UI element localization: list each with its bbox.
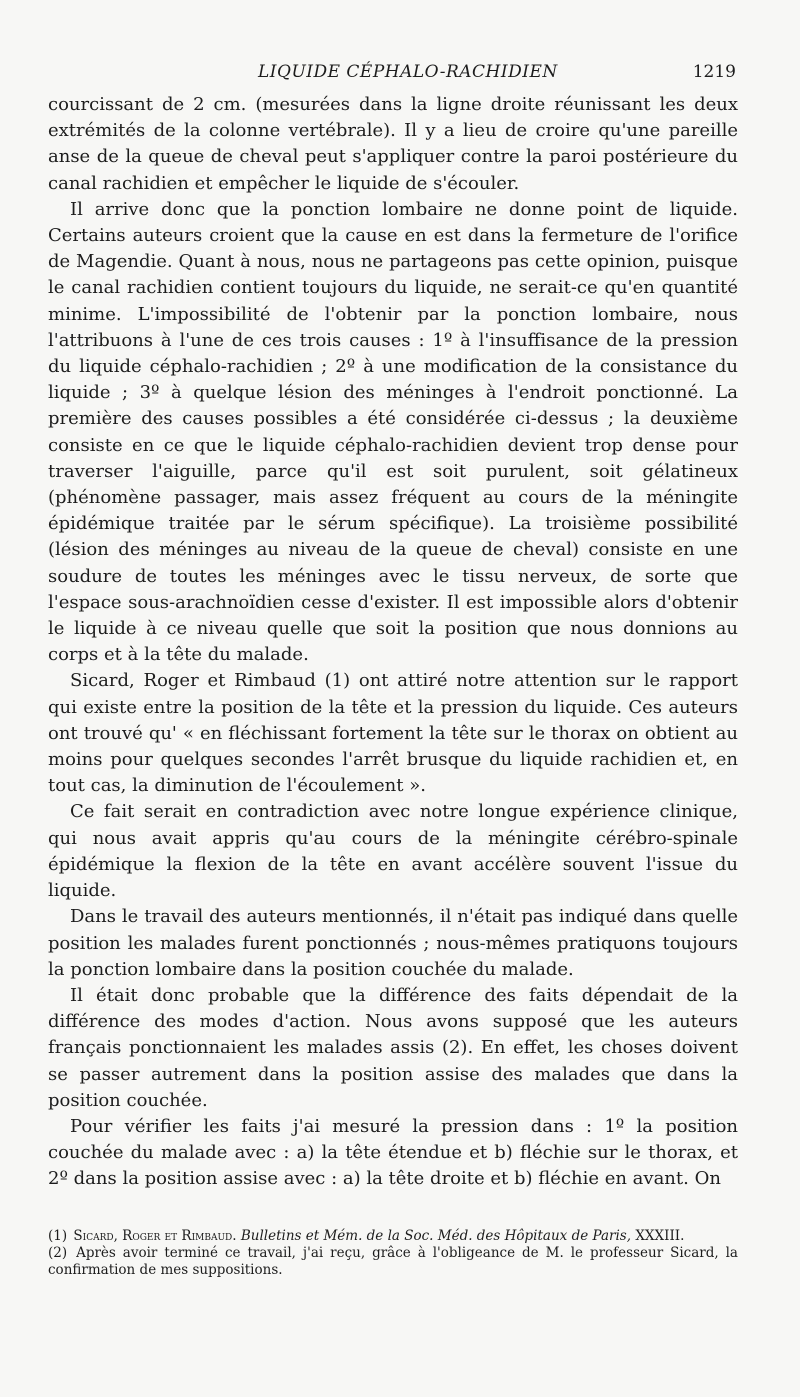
paragraph: Ce fait serait en contradiction avec notre longue expérience clinique, qui nous avait appris qu'au cours de la méningite cérébro-spinale épidémique la flexion de la tête en avant accélère souvent l'issue du liquide.: [48, 801, 738, 902]
body-text: [48, 92, 738, 1193]
paragraph: Il arrive donc que la ponction lombaire ne donne point de liquide. Certains auteurs croient que la cause en est dans la fermeture de l'orifice de Magendie. Quant à nous, nous ne partageons pas cette opinion, puisque le canal rachidien contient toujours du liquide, ne serait-ce qu'en quantité minime. L'impossibilité de l'obtenir par la ponction lombaire, nous l'attribuons à l'une de ces trois causes : 1º à l'insuffisance de la pression du liquide céphalo-rachidien ; 2º à une modification de la consistance du liquide ; 3º à quelque lésion des méninges à l'endroit ponctionné. La première des causes possibles a été considérée ci-dessus ; la deuxième consiste en ce que le liquide céphalo-rachidien devient trop dense pour traverser l'aiguille, parce qu'il est soit purulent, soit gélatineux (phénomène passager, mais assez fréquent au cours de la méningite épidémique traitée par le sérum spécifique). La troisième possibilité (lésion des méninges au niveau de la queue de cheval) consiste en une soudure de toutes les méninges avec le tissu nerveux, de sorte que l'espace sous-arachnoïdien cesse d'exister. Il est impossible alors d'obtenir le liquide à ce niveau quelle que soit la position que nous donnions au corps et à la tête du malade.: [48, 198, 738, 666]
paragraph: Dans le travail des auteurs mentionnés, il n'était pas indiqué dans quelle position les malades furent ponctionnés ; nous-mêmes pratiquons toujours la ponction lombaire dans la position couchée du malade.: [48, 906, 738, 980]
paragraph: Pour vérifier les faits j'ai mesuré la pression dans : 1º la position couchée du malade avec : a) la tête étendue et b) fléchie sur le thorax, et 2º dans la position assise avec : a) la tête droite et b) fléchie en avant. On: [48, 1115, 738, 1190]
footnote-authors: Sicard, Roger et Rimbaud.: [73, 1228, 237, 1244]
paragraph: courcissant de 2 cm. (mesurées dans la ligne droite réunissant les deux extrémités de la colonne vertébrale). Il y a lieu de croire qu'une pareille anse de la queue de cheval peut s'appliquer contre la paroi postérieure du canal rachidien et empêcher le liquide de s'écouler.: [48, 94, 738, 194]
paragraph: Il était donc probable que la différence des faits dépendait de la différence des modes d'action. Nous avons supposé que les auteurs français ponctionnaient les malades assis (2). En effet, les choses doivent se passer autrement dans la position assise des malades que dans la position couchée.: [48, 984, 738, 1111]
footnote-1: [48, 1228, 738, 1245]
page-header: [48, 62, 738, 92]
footnote-number: (1): [48, 1228, 68, 1244]
footnote-2: [48, 1245, 738, 1279]
footnote-text: Après avoir terminé ce travail, j'ai reçu, grâce à l'obligeance de M. le professeur Sicard, la confirmation de mes suppositions.: [48, 1245, 738, 1278]
paragraph: Sicard, Roger et Rimbaud (1) ont attiré notre attention sur le rapport qui existe entre la position de la tête et la pression du liquide. Ces auteurs ont trouvé qu' « en fléchissant fortement la tête sur le thorax on obtient au moins pour quelques secondes l'arrêt brusque du liquide rachidien et, en tout cas, la diminution de l'écoulement ».: [48, 670, 738, 797]
footnote-number: (2): [48, 1245, 68, 1261]
page: [48, 62, 738, 1193]
page-number: 1219: [692, 62, 736, 82]
running-title: LIQUIDE CÉPHALO-RACHIDIEN: [258, 62, 558, 82]
footnote-source: Bulletins et Mém. de la Soc. Méd. des Hôpitaux de Paris,: [240, 1228, 632, 1244]
footnotes: [48, 1228, 738, 1279]
footnote-volume: XXXIII.: [635, 1228, 685, 1244]
